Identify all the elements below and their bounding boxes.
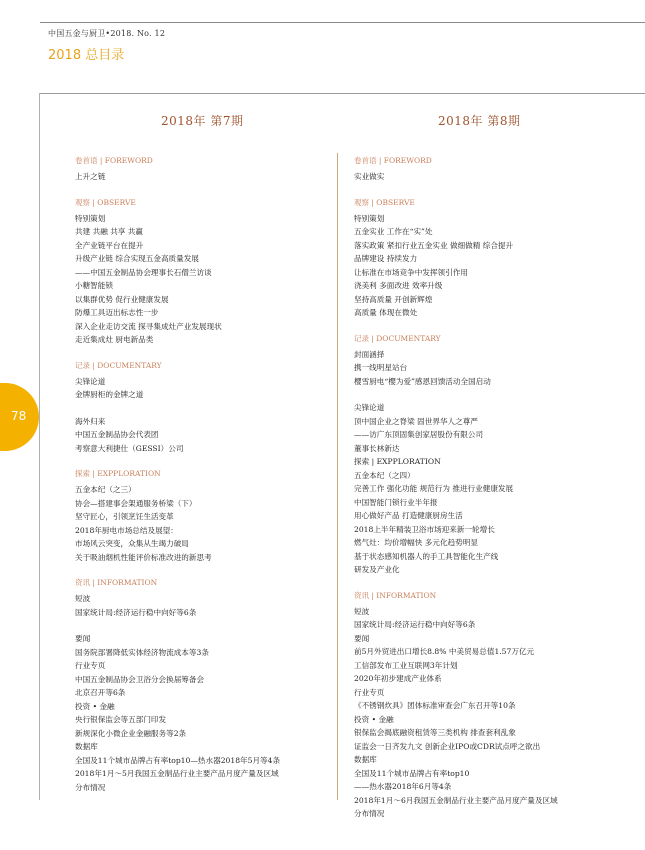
toc-entry: 品牌建设 持续发力 (354, 254, 418, 263)
toc-entry: 携一线明星站台 (354, 363, 408, 372)
toc-entry: 工信部发布工业互联网3年计划 (354, 660, 458, 670)
toc-entry: 国家统计局:经济运行稳中向好等6条 (354, 620, 476, 629)
toc-entry: 市场风云突变，众集从生竭力破局 (75, 539, 189, 548)
toc-entry: 封面涵择 (354, 349, 385, 359)
toc-section (354, 197, 614, 320)
left-margin-rule (39, 93, 40, 800)
page-number-tab (0, 383, 39, 451)
toc-entry: 海外归来 (75, 416, 106, 426)
toc-entry: 特别策划 (75, 213, 106, 223)
toc-section (75, 468, 335, 564)
category-heading: 资讯 | INFORMATION (354, 590, 437, 600)
toc-section (354, 333, 614, 389)
toc-entry: 数据库 (75, 742, 98, 751)
toc-entry: 2020年初步建成产业体系 (354, 674, 442, 683)
toc-entry: 协会—搭建事会架通服务桥梁（下） (75, 498, 197, 508)
toc-entry: 考察意大利捷仕（GESSI）公司 (75, 443, 184, 453)
category-heading: 记录 | DOCUMENTARY (354, 333, 441, 343)
toc-section (75, 577, 335, 619)
toc-entry: 要闻 (75, 634, 91, 643)
toc-entry: 投资 • 金融 (75, 701, 115, 711)
toc-entry: 央行银保监会等五部门印发 (75, 715, 167, 724)
toc-entry: 短波 (354, 606, 370, 616)
toc-entry: 董事长林新达 (354, 443, 400, 453)
toc-entry: 小糖智能锁 (75, 281, 113, 290)
toc-entry: 基于状态感知机器人的手工具智能化生产线 (354, 551, 499, 561)
category-heading: 资讯 | INFORMATION (75, 578, 158, 587)
toc-entry: 北京召开等6条 (75, 688, 126, 697)
toc-entry: 《不锈钢炊具》团体标准审查会广东召开等10条 (354, 701, 516, 710)
toc-entry: 研发及产业化 (354, 565, 400, 574)
toc-entry: 国家统计局:经济运行稳中向好等6条 (75, 607, 197, 617)
header-divider (40, 93, 645, 94)
toc-entry: 坚持高质量 开创新辉煌 (354, 294, 433, 304)
category-heading: 卷首语 | FOREWORD (354, 156, 432, 165)
toc-entry: 中国智能门锁行业半年报 (354, 497, 438, 507)
toc-entry: 2018上半年精装卫浴市场迎来新一轮增长 (354, 524, 495, 534)
toc-entry: 全国及11个城市品牌占有率top10 (354, 768, 470, 778)
toc-section (75, 360, 335, 402)
toc-entry: 金牌厨柜的金牌之道 (75, 390, 144, 399)
toc-entry: 证监会一日齐发九文 创新企业IPO或CDR试点呼之欲出 (354, 741, 541, 751)
issue-title-right: 2018年 第8期 (438, 114, 521, 128)
top-rule (40, 22, 645, 23)
toc-entry: 2018年1月～5月我国五金制品行业主要产品月度产量及区域 (75, 769, 279, 778)
running-head: 中国五金与厨卫•2018. No. 12 (48, 29, 166, 38)
toc-entry: 中国五金制品协会卫浴分会换届筹备会 (75, 674, 205, 684)
toc-entry: 全国及11个城市品牌占有率top10—热水器2018年5月等4条 (75, 755, 281, 765)
toc-entry: 中国五金制品协会代表团 (75, 430, 159, 439)
toc-entry: 要闻 (354, 633, 370, 643)
toc-entry: 以集群优势 促行业健康发展 (75, 294, 169, 304)
toc-entry: 上升之链 (75, 172, 106, 181)
toc-entry: 走近集成灶 厨电新品类 (75, 335, 154, 344)
toc-entry: 2018年1月～6月我国五金制品行业主要产品月度产量及区域 (354, 795, 558, 805)
toc-entry: 五金本纪（之三） (75, 485, 136, 494)
toc-entry: 关于吸油烟机性能评价标准改进的新思考 (75, 552, 212, 562)
toc-entry: ——访广东顶固集创家居股份有限公司 (354, 430, 484, 439)
toc-entry: 尖锋论道 (75, 376, 106, 386)
toc-entry: 国务院部署降低实体经济物流成本等3条 (75, 647, 209, 657)
toc-entry: 分布情况 (75, 782, 106, 792)
toc-entry: 银保监会揭底融资租赁等三类机构 排查套利乱象 (354, 728, 516, 737)
toc-column-left (75, 155, 335, 807)
toc-entry: 浇美利 多面改进 效率升级 (354, 281, 443, 290)
toc-section (354, 401, 614, 577)
toc-entry: 短波 (75, 594, 91, 603)
toc-entry: 燃气灶：均价增幅快 多元化趋势明显 (354, 538, 478, 547)
toc-column-right (354, 155, 614, 834)
section-title: 2018 总目录 (48, 48, 125, 63)
page-number: 78 (11, 409, 27, 423)
toc-entry: 分布情况 (354, 809, 385, 818)
toc-entry: 探索 | EXPPLORATION (354, 457, 441, 466)
column-divider (337, 153, 338, 800)
toc-entry: 升级产业链 综合实现五金高质量发展 (75, 254, 199, 263)
toc-entry: 完善工作 强化功能 规范行为 推进行业健康发展 (354, 484, 514, 493)
toc-entry: 尖锋论道 (354, 403, 385, 412)
toc-entry: 高质量 体现在微处 (354, 308, 418, 317)
issue-title-left: 2018年 第7期 (161, 114, 244, 128)
toc-entry: 五金本纪（之四） (354, 470, 415, 480)
toc-entry: ——热水器2018年6月等4条 (354, 782, 452, 791)
toc-entry: 实业做实 (354, 172, 385, 181)
toc-entry: 新规深化小微企业金融服务等2条 (75, 728, 187, 738)
toc-section (75, 197, 335, 347)
toc-entry: ——中国五金制品协会理事长石僧兰访谈 (75, 267, 212, 277)
category-heading: 卷首语 | FOREWORD (75, 156, 153, 165)
toc-entry: 投资 • 金融 (354, 714, 394, 724)
category-heading: 记录 | DOCUMENTARY (75, 360, 162, 370)
toc-entry: 五金实业 工作在“实”处 (354, 227, 433, 236)
toc-entry: 特别策划 (354, 213, 385, 223)
toc-entry: 行业专页 (354, 687, 385, 697)
toc-entry: 樱雪厨电“樱为爱”感恩回馈活动全国启动 (354, 376, 491, 386)
toc-entry: 坚守匠心，引领烹饪生活变革 (75, 512, 174, 521)
category-heading: 观察 | OBSERVE (75, 197, 136, 207)
toc-entry: 行业专页 (75, 661, 106, 670)
toc-section (354, 155, 614, 184)
toc-entry: 全产业链平台在提升 (75, 240, 144, 250)
category-heading: 探索 | EXPPLORATION (75, 469, 161, 478)
toc-entry: 数据库 (354, 755, 377, 764)
toc-section (75, 155, 335, 184)
toc-entry: 落实政策 紧扣行业五金实业 做细做精 综合提升 (354, 240, 514, 250)
toc-entry: 用心做好产品 打造健康厨房生活 (354, 511, 463, 520)
toc-section (75, 632, 335, 794)
toc-section (354, 590, 614, 821)
toc-entry: 防爆工具迈出标志性一步 (75, 308, 159, 317)
toc-entry: 顶中国企业之脊梁 固世界华人之尊严 (354, 416, 478, 426)
toc-entry: 深入企业走访交流 探寻集成灶产业发展现状 (75, 321, 222, 331)
toc-entry: 前5月外贸进出口增长8.8% 中美贸易总值1.57万亿元 (354, 647, 535, 656)
category-heading: 观察 | OBSERVE (354, 197, 415, 207)
toc-entry: 共建 共融 共享 共赢 (75, 227, 143, 236)
toc-section (75, 415, 335, 456)
toc-entry: 2018年厨电市场总结及展望： (75, 525, 178, 535)
toc-entry: 让标准在市场竞争中发挥领引作用 (354, 267, 468, 277)
